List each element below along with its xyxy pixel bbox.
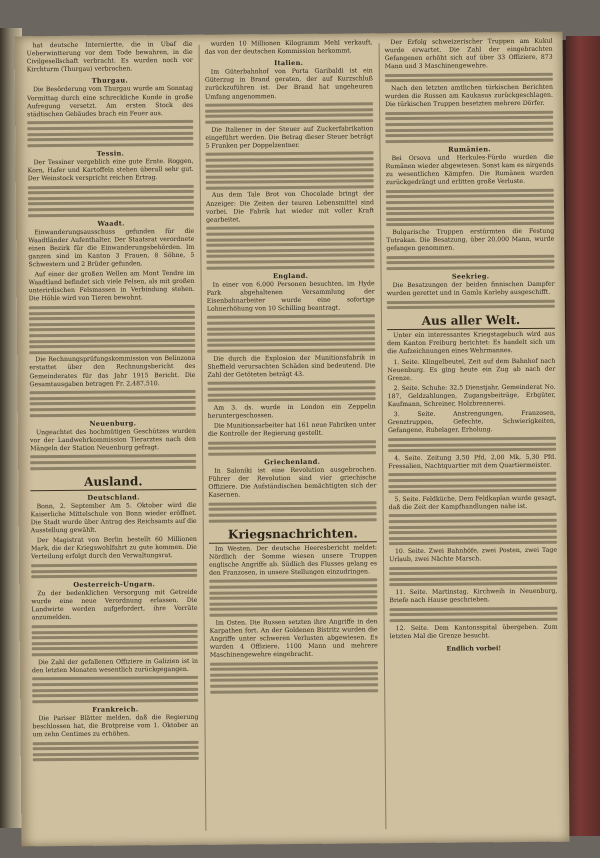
paragraph: 12. Seite. Dem Kantonsspital übergeben. Zum letzten Mal die Grenze besucht. (389, 623, 558, 640)
text-lines (27, 120, 193, 147)
text-lines (208, 381, 376, 402)
paragraph: Im Westen. Der deutsche Heeresbericht meldet: Nördlich der Somme wiesen unsere Truppen englische Angriffe ab. Südlich des Flusses gelang es den Franzosen, in unsere Stellungen einzudringen. (208, 543, 378, 577)
heading-ausland: Ausland. (30, 473, 196, 490)
text-lines (33, 740, 199, 761)
text-lines (32, 676, 198, 703)
heading-kriegsnachrichten: Kriegsnachrichten. (209, 526, 377, 543)
text-lines (29, 305, 195, 354)
paragraph: 2. Seite. Schuhe: 32,5 Dienstjahr, Gemeinderat No. 187, Geldzahlungen, Zugangsbeiträge, Erbgüter, Kaufmann, Schreiner, Holzbrennerei. (387, 383, 556, 409)
text-lines (209, 579, 377, 617)
section-heading-frankreich: Frankreich. (92, 705, 139, 714)
paragraph: Bulgarische Truppen erstürmten die Festung Tutrakan. Die Besatzung, über 20,000 Mann, wurde gefangen genommen. (386, 227, 555, 253)
text-lines (206, 226, 374, 270)
text-lines (387, 299, 555, 309)
paragraph: Die Italiener in der Steuer auf Zuckerfabrikation eingeführt werden. Die Betrag dieser Steuer beträgt 5 Franken per Doppelzentner. (205, 124, 374, 150)
paragraph: Die Besatzungen der beiden finnischen Dampfer wurden gerettet und in Gamla Karleby ausgeschifft. (386, 280, 555, 298)
text-lines (386, 254, 554, 270)
text-lines (389, 565, 557, 586)
section-heading-deutschland: Deutschland. (87, 492, 140, 502)
paragraph: Aus dem Tale Brot von Chocolade bringt der Anzeiger: Die Zeiten der teuren Lebensmittel sind vorbei. Die Fabrik hat wieder mit voller Kraft gearbeitet. (205, 190, 375, 224)
paragraph: Der Tessiner vergeblich eine gute Ernte. Roggen, Korn, Hafer und Kartoffeln stehen überall sehr gut. Der Weinstock verspricht reichen Ertrag. (27, 157, 194, 183)
paragraph: Die Besörderung vom Thurgau wurde am Sonntag Vormittag durch eine schreckliche Kunde in große Aufregung versetzt. Am ersten Stock des städtischen Gebäudes brach ein Feuer aus. (26, 85, 194, 119)
column-middle (199, 39, 386, 835)
text-lines (388, 437, 556, 453)
text-lines (31, 563, 197, 579)
section-heading-griechenland: Griechenland. (264, 457, 321, 467)
paragraph: Bei Orsova und Herkules-Fürdo wurden die Rumänen wieder abgewiesen. Sonst kam es nirgends zu wesentlichen Kämpfen. Die Rumänen wurden zurückgedrängt und erlitten große Verluste. (385, 153, 554, 187)
text-lines (385, 111, 553, 143)
section-heading-rumaenien: Rumänien. (448, 145, 491, 154)
section-heading-neuenburg: Neuenburg. (89, 418, 137, 428)
section-heading-oesterreich: Oesterreich-Ungarn. (73, 580, 156, 590)
paragraph: Bonn, 2. September Am 5. Oktober wird die Kaiserliche Mittelschule von Bonn wieder eröffnet. Die Stadt wurde über Antrag des Reichsamts auf die Ausstellung gewählt. (30, 501, 197, 535)
text-lines (386, 188, 554, 226)
paragraph: Die Pariser Blätter melden, daß die Regierung beschlossen hat, die Brotpreise vom 1. Oktober an um zehn Centimes zu erhöhen. (32, 713, 199, 739)
paragraph: Auf einer der großen Wellen am Mont Tendre im Waadtland befindet sich viele Felsen, als mit großen unterirdischen Felsmassen in Verbindung stehen. Die Höhle wird von Tieren bewohnt. (28, 269, 195, 303)
newspaper-page (14, 32, 569, 847)
text-lines (30, 454, 196, 470)
paragraph: Der Magistrat von Berlin bestellt 60 Millionen Mark, die der Kriegswohlfahrt zu gute kommen. Die Verteilung erfolgt durch den Verwaltungsrat. (30, 535, 197, 561)
heading-aus-aller-welt: Aus aller Welt. (387, 313, 555, 330)
text-lines (30, 390, 196, 417)
paragraph: Der Erfolg schweizerischer Truppen am Kukul wurde erwartet. Die Zahl der eingebrachten Gefangenen erhöht sich auf über 33 Offiziere, 873 Mann und 3 Maschinengewehre. (384, 37, 553, 71)
paragraph: 11. Seite. Martinstag, Kirchweih in Neuenburg, Briefe nach Hause geschrieben. (389, 587, 558, 605)
text-lines (207, 315, 375, 353)
text-lines (206, 152, 374, 190)
text-lines (210, 661, 378, 693)
paragraph: Am 3. ds. wurde in London ein Zeppelin heruntergeschossen. (207, 403, 376, 420)
section-heading-tessin: Tessin. (96, 149, 125, 158)
text-lines (388, 472, 556, 493)
paragraph: Zu der bedenklichen Versorgung mit Getreide wurde eine neue Verordnung erlassen. Die Landwirte werden aufgefordert, ihre Vorräte anzumelden. (31, 589, 198, 622)
paragraph: Im Osten. Die Russen setzten ihre Angriffe in den Karpathen fort. An der Goldenen Bistritz wurden die Angriffe unter schweren Verlusten abgewiesen. Es wurden 4 Offiziere, 1100 Mann und mehrere Maschinengewehre eingebracht. (209, 617, 378, 659)
paragraph: Die Rechnungsprüfungskommission von Belinzona erstattet über den Rechnungsbericht des Gemeinderates für das Jahr 1915 Bericht. Die Gesamtausgaben betragen Fr. 2,487,510. (29, 355, 196, 388)
text-lines (385, 73, 553, 83)
paragraph: Die durch die Explosion der Munitionsfabrik in Sheffield verursachten Schäden sind bedeutend. Die Zahl der Getöteten beträgt 43. (207, 353, 376, 379)
section-heading-england: England. (272, 271, 309, 280)
paragraph: Ungeachtet des hochmütigen Geschützes wurden vor der Landwehrkommission Tierarztes nach den Mängeln der Station Neuenburg gefragt. (29, 427, 197, 453)
paragraph: 4. Seite. Zeitung 3,50 Pfd, 2,00 Mk, 5,30 Pfd. Fressalien, Nachtquartier mit dem Quartiermeister. (388, 453, 557, 470)
text-lines (389, 513, 557, 545)
column-footer: Endlich vorbei! (446, 643, 502, 653)
paragraph: Nach den letzten amtlichen türkischen Berichten wurden die Russen am Kaukasus zurückgeschlagen. Die türkischen Truppen besetzten mehrere Dörfer. (384, 83, 554, 109)
section-heading-italien: Italien. (274, 59, 304, 68)
paragraph: Unter ein interessantes Kriegstagebuch wird aus dem Kanton Freiburg berichtet: Es handelt sich um die Aufzeichnungen eines Wehrmannes. (387, 330, 556, 356)
paragraph: In einer von 6,000 Personen besuchten, im Hyde Park abgehaltenen Versammlung der Eisenbahnarbeiter wurde eine sofortige Lohnerhöhung von 10 Schilling beantragt. (206, 279, 375, 313)
paragraph: In Saloniki ist eine Revolution ausgebrochen. Führer der Revolution sind vier griechische Offiziere. Die Aufständischen bemächtigten sich der Kasernen. (208, 466, 377, 499)
paragraph: 10. Seite. Zwei Bahnhöfe, zwei Posten, zwei Tage Urlaub, zwei Nächte Marsch. (389, 546, 558, 564)
paragraph: Die Zahl der gefallenen Offiziere in Galizien ist in den letzten Monaten wesentlich zurückgegangen. (31, 657, 198, 674)
section-heading-seekrieg: Seekrieg. (451, 272, 490, 281)
paragraph: 1. Seite. Klingelbeutel, Zeit auf dem Bahnhof nach Neuenburg. Es ging heute ein Zug ab nach der Grenze. (387, 357, 556, 382)
section-heading-waadt: Waadt. (97, 219, 125, 228)
column-right (379, 38, 566, 834)
text-lines (32, 624, 198, 656)
text-lines (208, 440, 376, 456)
paragraph: wurden 10 Millionen Kilogramm Mehl verkauft, das von der deutschen Kommission herkommt. (204, 39, 373, 56)
column-left (21, 41, 206, 837)
paragraph: Einwanderungsausschuss gefunden für die Waadtländer Aufenthalter. Der Staatsrat verordnete einen Bezirk für die Einwanderungsbehörden. Im ganzen sind im Kanton 3 Frauen, 8 Söhne, 5 Schwestern und 2 Brüder gefunden. (28, 227, 195, 269)
paragraph: Die Munitionsarbeiter hat 161 neue Fabriken unter die Kontrolle der Regierung gestellt. (207, 421, 376, 438)
paragraph: 3. Seite. Anstrengungen, Franzosen, Grenztruppen, Gefechte, Schwierigkeiten, Gefangene, Ruhelager, Erholung. (387, 409, 556, 435)
text-lines (389, 606, 557, 622)
text-lines (209, 501, 377, 522)
paragraph: 5. Seite. Feldküche. Dem Feldkaplan wurde gesagt, daß die Zeit der Kampfhandlungen nahe ist. (388, 494, 557, 512)
paragraph: hat deutsche Interniertte, die in Ubaf die Ueberwintterung vor dem Tode bewahren, in die Civilgesellschaft verbracht. Es wurden noch vor Kirchturm (Thurgau) verbrochen. (26, 40, 193, 74)
text-lines (28, 184, 194, 216)
paragraph: Im Güterbahnhof von Porta Garibaldi ist ein Güterzug in Brand geraten, der auf Kurzschluß zurückzuführen ist. Der Brand hat ungeheuren Umfang angenommen. (204, 67, 373, 101)
section-heading-thurgau: Thurgau. (91, 76, 129, 86)
book-spine (566, 36, 600, 836)
text-lines (205, 102, 373, 123)
